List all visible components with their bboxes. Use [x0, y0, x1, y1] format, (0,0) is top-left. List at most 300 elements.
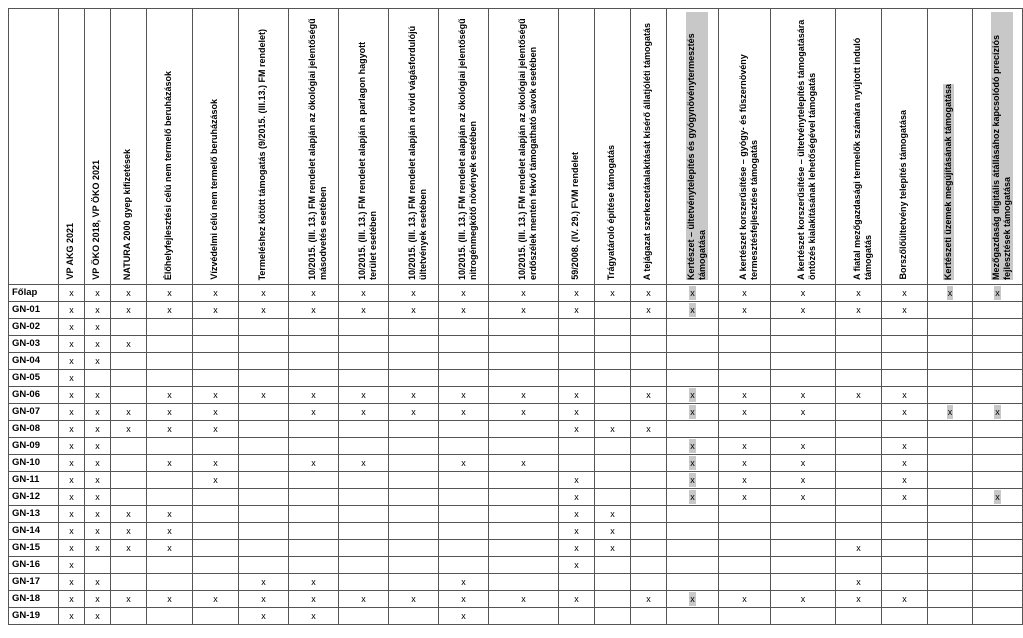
table-row — [9, 591, 1023, 608]
column-header-wrap — [306, 12, 328, 280]
table-cell — [667, 557, 719, 574]
table-cell — [193, 472, 239, 489]
table-cell — [719, 302, 771, 319]
table-cell — [111, 302, 147, 319]
table-cell — [667, 319, 719, 336]
check-mark: x — [574, 288, 579, 298]
check-mark: x — [167, 288, 172, 298]
table-cell — [559, 472, 595, 489]
check-mark: x — [95, 475, 100, 485]
table-cell — [389, 421, 439, 438]
column-header-label: A tejágazat szerkezetátalakítását kísérő állatjóléti támogatás — [641, 22, 652, 280]
corner-cell — [9, 9, 59, 285]
check-mark: x — [902, 407, 907, 417]
table-cell — [559, 387, 595, 404]
check-mark: x — [69, 390, 74, 400]
table-cell — [289, 523, 339, 540]
check-mark: x — [167, 543, 172, 553]
table-cell — [193, 353, 239, 370]
table-cell — [595, 506, 631, 523]
table-cell — [289, 574, 339, 591]
table-cell — [771, 353, 836, 370]
table-cell — [667, 421, 719, 438]
row-label: GN-07 — [9, 404, 59, 421]
table-cell — [439, 489, 489, 506]
table-cell — [111, 370, 147, 387]
table-cell — [339, 523, 389, 540]
table-cell — [289, 557, 339, 574]
check-mark: x — [574, 407, 579, 417]
check-mark: x — [361, 390, 366, 400]
table-cell — [631, 302, 667, 319]
table-cell — [631, 438, 667, 455]
check-mark: x — [69, 356, 74, 366]
check-mark: x — [461, 407, 466, 417]
check-mark: x — [311, 288, 316, 298]
table-cell — [239, 353, 289, 370]
check-mark: x — [856, 390, 861, 400]
table-cell — [595, 438, 631, 455]
table-row — [9, 489, 1023, 506]
table-cell — [147, 421, 193, 438]
table-cell — [193, 608, 239, 625]
table-cell — [882, 319, 928, 336]
table-cell — [193, 387, 239, 404]
table-cell — [559, 455, 595, 472]
check-mark: x — [95, 509, 100, 519]
check-mark: x — [800, 458, 806, 468]
table-cell — [595, 404, 631, 421]
table-cell — [928, 353, 973, 370]
table-cell — [559, 336, 595, 353]
table-cell — [193, 319, 239, 336]
table-cell — [389, 285, 439, 302]
table-row — [9, 472, 1023, 489]
check-mark: x — [167, 526, 172, 536]
table-cell — [973, 455, 1023, 472]
table-cell — [59, 523, 85, 540]
check-mark: x — [95, 322, 100, 332]
table-cell — [631, 319, 667, 336]
table-cell — [339, 438, 389, 455]
check-mark: x — [690, 492, 695, 502]
check-mark: x — [69, 288, 74, 298]
table-cell — [559, 353, 595, 370]
table-cell — [559, 404, 595, 421]
table-cell — [147, 336, 193, 353]
table-cell — [667, 608, 719, 625]
row-label: GN-05 — [9, 370, 59, 387]
table-cell — [111, 506, 147, 523]
table-cell — [489, 421, 559, 438]
table-cell — [667, 302, 719, 319]
check-mark: x — [461, 390, 466, 400]
table-cell — [719, 455, 771, 472]
table-cell — [239, 404, 289, 421]
table-cell — [836, 472, 882, 489]
table-cell — [289, 472, 339, 489]
table-cell — [928, 489, 973, 506]
column-header — [239, 9, 289, 285]
check-mark: x — [69, 560, 74, 570]
table-cell — [147, 353, 193, 370]
check-mark: x — [902, 594, 907, 604]
table-cell — [667, 540, 719, 557]
check-mark: x — [690, 441, 695, 451]
check-mark: x — [742, 288, 747, 298]
table-cell — [836, 540, 882, 557]
table-cell — [973, 438, 1023, 455]
table-cell — [239, 387, 289, 404]
table-cell — [771, 523, 836, 540]
check-mark: x — [261, 390, 266, 400]
table-cell — [59, 302, 85, 319]
table-cell — [836, 404, 882, 421]
table-cell — [667, 472, 719, 489]
check-mark: x — [690, 390, 695, 400]
table-cell — [771, 455, 836, 472]
table-cell — [882, 506, 928, 523]
table-cell — [719, 370, 771, 387]
table-cell — [973, 506, 1023, 523]
column-header-wrap — [642, 12, 656, 280]
table-cell — [928, 319, 973, 336]
check-mark: x — [690, 407, 695, 417]
check-mark: x — [311, 458, 316, 468]
table-cell — [928, 608, 973, 625]
table-cell — [339, 285, 389, 302]
table-cell — [439, 387, 489, 404]
column-header-label: 10/2015. (III. 13.) FM rendelet alapján az ökológiai jelentőségű másodvetés esetében — [306, 18, 328, 280]
table-cell — [973, 387, 1023, 404]
check-mark: x — [646, 594, 651, 604]
check-mark: x — [690, 475, 695, 485]
check-mark: x — [574, 560, 579, 570]
table-row — [9, 523, 1023, 540]
table-cell — [59, 557, 85, 574]
table-cell — [193, 574, 239, 591]
table-cell — [667, 387, 719, 404]
check-mark: x — [361, 458, 366, 468]
table-row — [9, 370, 1023, 387]
table-cell — [439, 353, 489, 370]
check-mark: x — [213, 475, 218, 485]
table-cell — [771, 370, 836, 387]
check-mark: x — [742, 594, 747, 604]
table-cell — [882, 387, 928, 404]
check-mark: x — [69, 543, 74, 553]
check-mark: x — [69, 577, 74, 587]
table-cell — [595, 523, 631, 540]
column-header-wrap — [257, 12, 271, 280]
check-mark: x — [610, 509, 615, 519]
column-header-label: A fiatal mezőgazdasági termelők számára nyújtott induló támogatás — [851, 37, 873, 280]
table-cell — [389, 591, 439, 608]
table-cell — [147, 285, 193, 302]
table-cell — [667, 506, 719, 523]
table-cell — [559, 302, 595, 319]
table-cell — [595, 353, 631, 370]
table-cell — [595, 455, 631, 472]
column-header-label: VP AKG 2021 — [64, 223, 75, 280]
check-mark: x — [69, 611, 74, 621]
table-cell — [439, 608, 489, 625]
row-label: GN-04 — [9, 353, 59, 370]
table-cell — [339, 506, 389, 523]
table-cell — [239, 506, 289, 523]
row-label: GN-17 — [9, 574, 59, 591]
table-cell — [595, 591, 631, 608]
table-cell — [836, 591, 882, 608]
check-mark: x — [574, 509, 579, 519]
table-cell — [559, 489, 595, 506]
table-cell — [59, 472, 85, 489]
table-cell — [489, 523, 559, 540]
check-mark: x — [411, 407, 416, 417]
table-cell — [928, 455, 973, 472]
table-cell — [882, 591, 928, 608]
table-cell — [719, 336, 771, 353]
table-cell — [719, 489, 771, 506]
table-cell — [147, 319, 193, 336]
check-mark: x — [126, 305, 131, 315]
table-cell — [973, 574, 1023, 591]
table-cell — [147, 591, 193, 608]
table-cell — [595, 608, 631, 625]
table-cell — [771, 472, 836, 489]
column-header-label: Kertészet – ültetvénytelepítés és gyógynövénytermesztés támogatása — [686, 12, 708, 280]
table-cell — [439, 523, 489, 540]
table-cell — [85, 302, 111, 319]
check-mark: x — [690, 458, 695, 468]
table-cell — [239, 591, 289, 608]
table-cell — [595, 574, 631, 591]
table-cell — [239, 523, 289, 540]
table-cell — [59, 370, 85, 387]
row-label: GN-14 — [9, 523, 59, 540]
table-cell — [559, 506, 595, 523]
table-cell — [489, 438, 559, 455]
check-mark: x — [856, 288, 861, 298]
row-label: GN-08 — [9, 421, 59, 438]
column-header-label: 10/2015. (III. 13.) FM rendelet alapján az ökológiai jelentőségű nitrogénmegkötő növények esetében — [456, 18, 478, 280]
table-cell — [836, 455, 882, 472]
table-cell — [489, 506, 559, 523]
table-cell — [595, 489, 631, 506]
table-cell — [489, 608, 559, 625]
table-body — [9, 285, 1023, 625]
table-cell — [239, 319, 289, 336]
table-cell — [339, 608, 389, 625]
table-cell — [439, 438, 489, 455]
table-cell — [339, 302, 389, 319]
check-mark: x — [311, 305, 316, 315]
table-cell — [973, 557, 1023, 574]
column-header — [973, 9, 1023, 285]
check-mark: x — [167, 509, 172, 519]
row-label: GN-10 — [9, 455, 59, 472]
check-mark: x — [646, 424, 651, 434]
table-cell — [882, 438, 928, 455]
table-cell — [631, 608, 667, 625]
check-mark: x — [646, 390, 651, 400]
table-cell — [836, 506, 882, 523]
check-mark: x — [261, 577, 266, 587]
column-header — [439, 9, 489, 285]
check-mark: x — [167, 594, 172, 604]
column-header-wrap — [406, 12, 428, 280]
table-cell — [973, 336, 1023, 353]
table-cell — [439, 421, 489, 438]
table-cell — [631, 489, 667, 506]
table-cell — [439, 574, 489, 591]
table-cell — [559, 319, 595, 336]
column-header — [836, 9, 882, 285]
table-cell — [973, 523, 1023, 540]
column-header — [389, 9, 439, 285]
table-cell — [771, 285, 836, 302]
check-mark: x — [995, 492, 1000, 502]
table-cell — [239, 336, 289, 353]
check-mark: x — [411, 305, 416, 315]
check-mark: x — [311, 611, 316, 621]
table-row — [9, 353, 1023, 370]
table-cell — [111, 455, 147, 472]
table-cell — [85, 557, 111, 574]
table-cell — [719, 319, 771, 336]
table-cell — [239, 421, 289, 438]
table-cell — [289, 404, 339, 421]
table-cell — [489, 574, 559, 591]
table-cell — [489, 353, 559, 370]
table-cell — [439, 302, 489, 319]
check-mark: x — [902, 305, 907, 315]
column-header-wrap — [516, 12, 538, 280]
table-cell — [771, 489, 836, 506]
table-cell — [339, 404, 389, 421]
table-cell — [882, 370, 928, 387]
check-mark: x — [690, 594, 695, 604]
table-cell — [882, 489, 928, 506]
table-cell — [973, 540, 1023, 557]
check-mark: x — [69, 373, 74, 383]
check-mark: x — [213, 458, 218, 468]
check-mark: x — [521, 305, 526, 315]
table-row — [9, 421, 1023, 438]
table-row — [9, 387, 1023, 404]
check-mark: x — [947, 288, 953, 298]
check-mark: x — [167, 407, 172, 417]
table-cell — [389, 336, 439, 353]
column-header — [147, 9, 193, 285]
table-cell — [489, 540, 559, 557]
row-label: Főlap — [9, 285, 59, 302]
check-mark: x — [856, 305, 861, 315]
check-mark: x — [411, 390, 416, 400]
table-row — [9, 540, 1023, 557]
table-cell — [719, 540, 771, 557]
table-cell — [111, 540, 147, 557]
table-cell — [631, 591, 667, 608]
table-cell — [928, 591, 973, 608]
header-row — [9, 9, 1023, 285]
table-cell — [771, 404, 836, 421]
check-mark: x — [800, 492, 806, 502]
table-cell — [239, 285, 289, 302]
check-mark: x — [126, 407, 131, 417]
table-cell — [439, 319, 489, 336]
table-cell — [59, 353, 85, 370]
table-cell — [193, 506, 239, 523]
table-cell — [147, 608, 193, 625]
table-cell — [193, 336, 239, 353]
column-header — [193, 9, 239, 285]
table-row — [9, 438, 1023, 455]
check-mark: x — [574, 543, 579, 553]
table-cell — [836, 336, 882, 353]
table-cell — [836, 353, 882, 370]
check-mark: x — [521, 390, 526, 400]
column-header — [59, 9, 85, 285]
check-mark: x — [126, 509, 131, 519]
table-cell — [339, 455, 389, 472]
table-cell — [973, 421, 1023, 438]
table-cell — [928, 557, 973, 574]
table-cell — [928, 387, 973, 404]
table-cell — [59, 404, 85, 421]
table-cell — [147, 523, 193, 540]
table-cell — [339, 591, 389, 608]
table-cell — [389, 472, 439, 489]
check-mark: x — [610, 543, 615, 553]
column-header — [719, 9, 771, 285]
column-header-wrap — [209, 12, 223, 280]
column-header-label: Trágyatároló építése támogatás — [605, 144, 616, 280]
table-cell — [193, 523, 239, 540]
column-header-wrap — [570, 12, 584, 280]
check-mark: x — [461, 594, 466, 604]
check-mark: x — [95, 288, 100, 298]
check-mark: x — [800, 441, 806, 451]
table-cell — [719, 404, 771, 421]
column-header-label: 10/2015. (III. 13.) FM rendelet alapján az ökológiai jelentőségű erdőszélek mentén fekvő támogatható sávok esetében — [516, 18, 538, 280]
check-mark: x — [856, 577, 861, 587]
check-mark: x — [995, 407, 1000, 417]
table-cell — [559, 608, 595, 625]
check-mark: x — [167, 390, 172, 400]
check-mark: x — [213, 288, 218, 298]
table-cell — [928, 523, 973, 540]
table-cell — [667, 370, 719, 387]
table-cell — [85, 353, 111, 370]
check-mark: x — [261, 288, 266, 298]
table-cell — [59, 319, 85, 336]
table-cell — [59, 387, 85, 404]
check-mark: x — [95, 458, 100, 468]
check-mark: x — [800, 390, 806, 400]
table-cell — [973, 591, 1023, 608]
table-cell — [147, 557, 193, 574]
column-header — [771, 9, 836, 285]
check-mark: x — [69, 475, 74, 485]
check-mark: x — [574, 390, 579, 400]
table-cell — [771, 591, 836, 608]
row-label: GN-13 — [9, 506, 59, 523]
check-mark: x — [800, 475, 806, 485]
table-cell — [882, 421, 928, 438]
column-header-label: NATURA 2000 gyep kifizetések — [121, 148, 132, 280]
check-mark: x — [742, 441, 747, 451]
